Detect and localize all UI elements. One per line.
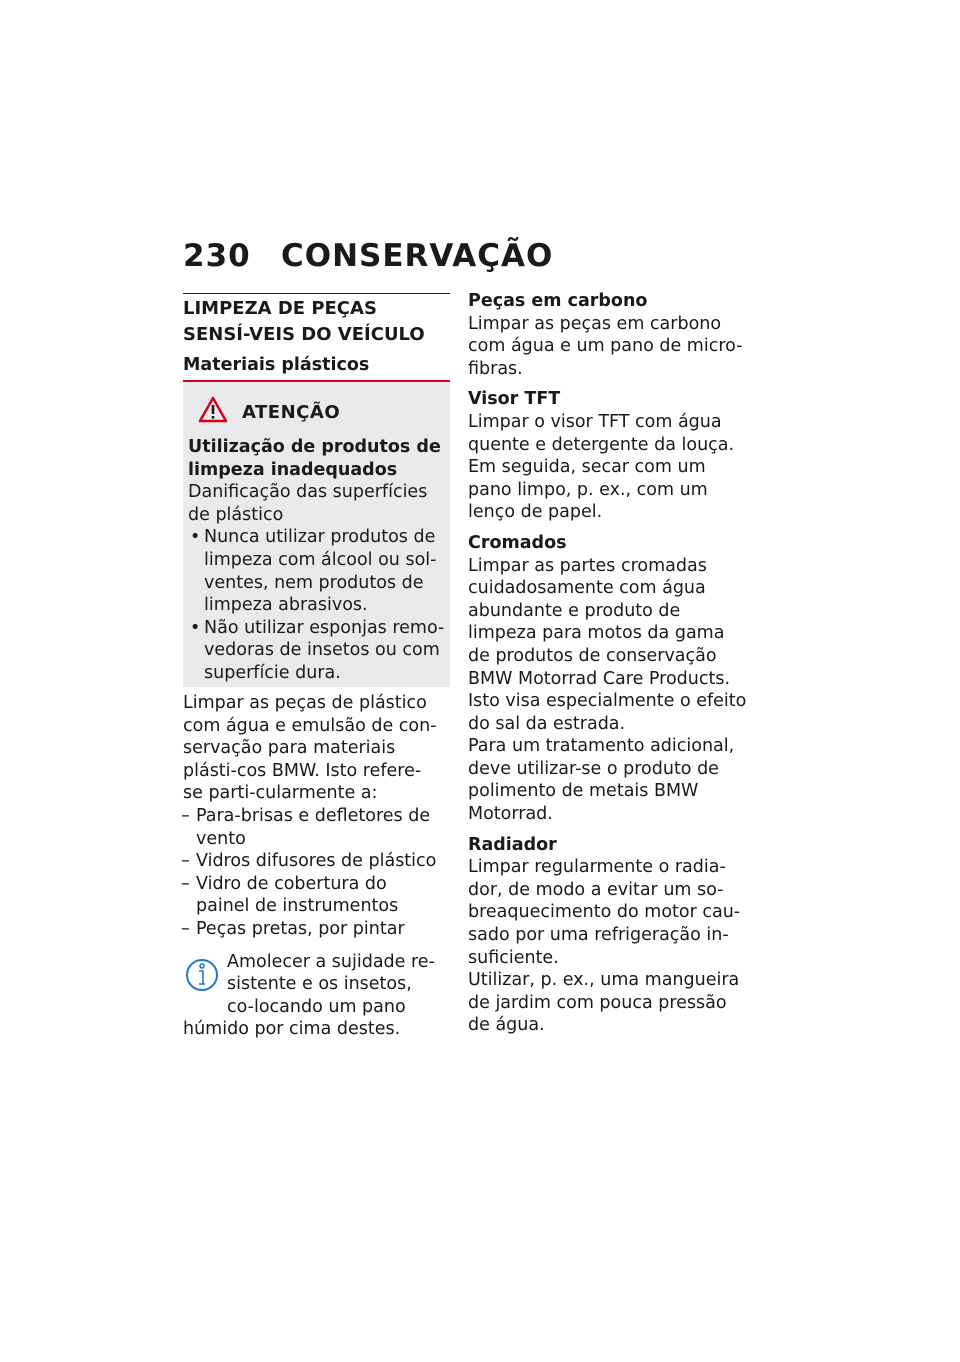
section-title: LIMPEZA DE PEÇAS SENSÍ-VEIS DO VEÍCULO [183,298,425,345]
section-carbon [468,290,748,380]
section-text: Limpar as partes cromadas cuidadosamente com água abundante e produto de limpeza para motos da gama de produtos de conservação BMW Motorrad Care Products. Isto visa especialmente o efeito do sal da estrada. [468,555,747,734]
list-item: • Nunca utilizar produtos de limpeza com álcool ou sol-ventes, nem produtos de limpeza abrasivos. [188,526,445,616]
list-item: – Vidro de cobertura do painel de instrumentos [183,873,438,918]
section-heading: Cromados [468,532,567,553]
section-text: Limpar as peças em carbono com água e um pano de micro-fibras. [468,313,743,379]
body-paragraph: Limpar as peças de plástico com água e emulsão de con-servação para materiais plásti-cos BMW. Isto refere-se parti-cularmente a: [183,693,437,804]
left-body [183,692,438,1041]
list-item: – Vidros difusores de plástico [183,850,438,873]
right-column [468,290,748,1037]
warning-consequence: Danificação das superfícies de plástico [188,482,428,525]
list-item: – Para-brisas e defletores de vento [183,805,438,850]
info-text: Amolecer a sujidade re-sistente e os insetos, co-locando um pano húmido por cima destes. [183,951,435,1040]
section-heading: Visor TFT [468,389,561,410]
info-note [183,951,438,1041]
warning-label: ATENÇÃO [242,401,341,423]
chapter-title: CONSERVAÇÃO [281,238,554,274]
warning-box [183,380,450,687]
warning-list [188,526,445,684]
info-icon [183,953,221,999]
section-text: Limpar regularmente o radia-dor, de modo a evitar um so-breaquecimento do motor cau-sado por uma refrigeração in-suficiente. [468,857,741,968]
section-tft [468,388,748,524]
section-text-2: Utilizar, p. ex., uma mangueira de jardim com pouca pressão de água. [468,970,740,1036]
left-column [183,296,451,385]
section-heading: Peças em carbono [468,291,648,311]
section-radiator [468,834,748,1037]
warning-triangle-icon [198,396,228,430]
section-text: Limpar o visor TFT com água quente e detergente da louça. Em seguida, secar com um pano limpo, p. ex., com um lenço de papel. [468,411,735,523]
page-header [183,238,553,274]
subsection-title: Materiais plásticos [183,355,370,375]
page-number: 230 [183,238,251,274]
dash-list [183,805,438,941]
section-text-2: Para um tratamento adicional, deve utilizar-se o produto de polimento de metais BMW Motorrad. [468,736,735,825]
section-heading: Radiador [468,834,557,855]
warning-header [198,396,445,430]
list-item: • Não utilizar esponjas remo-vedoras de insetos ou com superfície dura. [188,617,445,685]
list-item: – Peças pretas, por pintar [183,918,438,941]
section-chrome [468,532,748,826]
warning-title: Utilização de produtos de limpeza inadequados [188,437,441,480]
section-rule [183,293,450,294]
